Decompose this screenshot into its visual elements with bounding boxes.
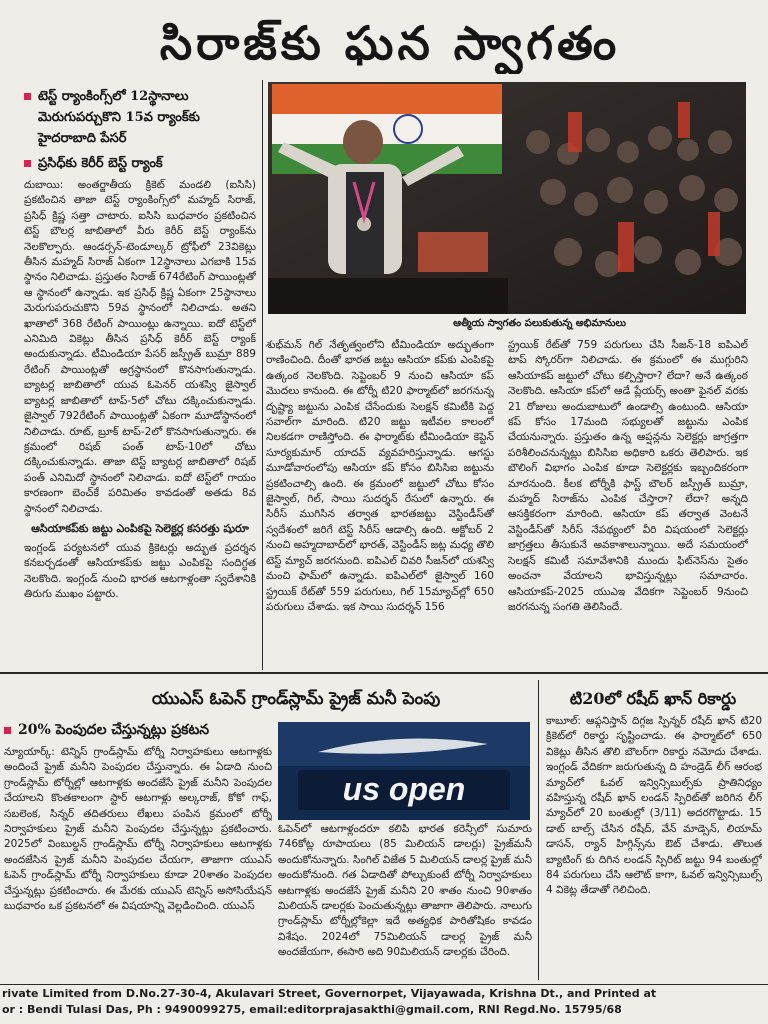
rashid-headline: టి20లో రషీద్ ఖాన్ రికార్డు [569, 689, 737, 708]
article-bullet-1: టెస్ట్ ర్యాంకింగ్స్‌లో 12స్థానాలు మెరుగుపర్చుకొని 15వ ర్యాంక్‌కు హైదరాబాది పేసర్ [24, 86, 256, 149]
column-divider-bottom [538, 680, 539, 980]
us-open-left-article [4, 720, 272, 982]
rashid-article [546, 714, 762, 980]
us-open-logo-text: us open [342, 771, 466, 807]
article-body-2: ఇంగ్లండ్ పర్యటనలో యువ క్రికెటర్లు అద్భుత ప్రదర్శన కనబర్చడంతో ఆసియాకప్‌కు జట్టు ఎంపికపై సందిగ్ధత నెలకొంది. ఇంగ్లండ్ నుంచి భారత ఆటగాళ్లంతా స్వదేశానికి తిరుగు ముఖం పట్టారు. [24, 541, 256, 601]
right-body: స్ట్రయిక్ రేట్‌తో 759 పరుగులు చేసి సీజన్-18 ఐపిఎల్ టాప్ స్కోరర్‌గా నిలిచాడు. ఈ క్రమంలో ఈ ముగ్గురిని ఆసియాకప్ జట్టులో చోటు కల్పిస్తారా? లేదా? అనే ఉత్కంఠ నెలకొంది. ఆసియా కప్‌లో ఆడే ప్లేయర్స్ అంతా ఫైనల్ వరకు 21 రోజులు అందుబాటులో ఉండాల్సి ఉంటుంది. ఆసియా కప్ కోసం 17మంది సభ్యులతో జట్టును ఎంపిక చేయనున్నారు. ప్రస్తుతం ఉన్న ఆప్షన్లను సెలెక్టర్లు జాగ్రత్తగా పరిశీలించనున్నట్లు బిసిసిఐ అధికారి ఒకరు తెలిపారు. ఇక బౌలింగ్ విభాగం ఎంపిక కూడా సెలెక్టర్లకు ఇబ్బందికరంగా మారనుంది. కీలక టోర్నీకి ఫాస్ట్ బౌలర్ జస్ప్రీత్ బుమ్రా, మహ్మద్ సిరాజ్‌ను ఎంపిక చేస్తారా? లేదా? అన్నది ఆసక్తికరంగా మారింది. ఆసియా కప్ తర్వాత వెంటనే వెస్టిండీస్‌తో సిరీస్ నేపథ్యంలో వీరి విషయంలో సెలెక్టర్లు జాగ్రత్తలు తీసుకునే అవకాశాలున్నాయి. అదే సమయంలో సెలక్షన్ కమిటీ సమావేశానికి ముందు ఫిట్‌నెస్‌ను సైతం అంచనా వేయాలని భావిస్తున్నట్లు సమాచారం. ఆసియాకప్-2025 యుఎఇ వేదికగా సెప్టెంబర్ 9నుంచి జరగనున్న సంగతి తెలిసిందే. [508, 339, 748, 613]
us-open-bullet: 20% పెంపుదల చేస్తున్నట్లు ప్రకటన [4, 720, 272, 741]
us-open-body-left: న్యూయార్క్: టెన్నిస్ గ్రాండ్‌స్లామ్ టోర్నీ నిర్వాహకులు ఆటగాళ్లకు అందించే ప్రైజ్ మనీని పెంపుదల చేస్తున్నారు. ఈ ఏడాది నుంచి గ్రాండ్‌స్లామ్ టోర్నీల్లో ఆటగాళ్లకు అందజేసే ప్రైజ్ మనీని పెంపుదల చేయాలని కొంతకాలంగా స్టార్ ఆటగాళ్లు అల్కరాజ్, కోకో గాఫ్, సబలెంక, సిన్నర్ తదితరులు లేఖలు పంపిన క్రమంలో టోర్నీ నిర్వాహకులు ప్రైజ్ మనీని పెంపుదల చేస్తున్నట్లు ప్రకటించారు. 2025లో వింబుల్డన్ గ్రాండ్‌స్లామ్ టోర్నీ నిర్వాహకులు ఆటగాళ్లకు అందజేసిన ప్రైజ్ మనీని పెంపుదల చేయగా, తాజాగా యుఎస్ ఓపెన్ గ్రాండ్‌స్లామ్ టోర్నీ నిర్వాహకులు కూడా 20శాతం పెంపుదల చేస్తున్నట్లు ప్రకటించారు. ఈ మేరకు యుఎస్ టెన్నిస్ అసోసియేషన్ బుధవారం ఒక ప్రకటనలో ఈ విషయాన్ని వెల్లడించింది. యుఎస్ [4, 746, 272, 913]
footer-line-2: or : Bendi Tulasi Das, Ph : 9490099275, email:editorprajasakthi@gmail.com, RNI Regd.No. 15795/68 [2, 1003, 622, 1016]
siraj-welcome-photo [268, 82, 746, 314]
footer-divider [0, 984, 768, 985]
right-column-article [508, 338, 748, 666]
crowd-photo-illustration [268, 82, 746, 314]
column-divider [262, 80, 263, 670]
footer-line-1: rivate Limited from D.No.27-30-4, Akulavari Street, Governorpet, Vijayawada, Krishna Dt., and Printed at [2, 987, 657, 1000]
photo-caption: ఆత్మీయ స్వాగతం పలుకుతున్న అభిమానులు [453, 318, 626, 329]
article-bullet-2: ప్రసిధ్‌కు కెరీర్ బెస్ట్ ర్యాంక్ [24, 153, 256, 174]
middle-column-article [266, 338, 494, 666]
us-open-body-middle: ఓపెన్‌లో ఆటగాళ్లందరూ కలిపి భారత కరెన్సీలో సుమారు 746కోట్ల రూపాయలు (85 మిలియన్ డాలర్లు) ప్రైజ్‌మనీ అందుకోనున్నారు. సింగిల్ విజేత 5 మిలియన్ డాలర్ల ప్రైజ్ మనీ అందుకోనుంది. గత ఏడాదితో పోల్చుకుంటే టోర్నీ నిర్వాహకులు ఆటగాళ్లకు అందజేసే ప్రైజ్ మనీని 20 శాతం నుంచి 90శాతం మిలియన్ డాలర్లకు పెంచుతున్నట్లు తాజాగా తెలిపారు. నాలుగు గ్రాండ్‌స్లామ్ టోర్నీల్లోకెల్లా ఇదే అత్యధిక పారితోషికం కావడం విశేషం. 2024లో 75మిలియన్ డాలర్ల ప్రైజ్ మనీ అందజేయగా, ఈసారి అది 90మిలియన్ డాలర్లకు చేరింది. [278, 823, 532, 959]
rashid-body: కాబూల్: ఆఫ్గనిస్తాన్ దిగ్గజ స్పిన్నర్ రషీద్ ఖాన్ టి20 క్రికెట్‌లో రికార్డు సృష్టించాడు. ఈ ఫార్మాట్‌లో 650 వికెట్లు తీసిన తొలి బౌలర్‌గా రికార్డు నమోదు చేశాడు. ఇంగ్లండ్ వేదికగా జరుగుతున్న ది హండ్రెడ్ లీగ్ ఆరంభ మ్యాచ్‌లో ఓవల్ ఇన్విన్సిబుల్స్‌కు ప్రాతినిధ్యం వహిస్తున్న రషీద్ ఖాన్ లండన్ స్పిరిట్‌తో జరిగిన లీగ్ మ్యాచ్‌లో 20 బంతుల్లో (3/11) అదరగొట్టాడు. 15 డాట్ బాల్స్ చేసిన రషీద్, వేన్ మాడ్సెన్, లియామ్ డాసన్, ర్యాన్ హిగ్గిన్స్‌ను ఔట్ చేశాడు. తొలుత బ్యాటింగ్ కు దిగిన లండన్ స్పిరిట్ జట్టు 94 బంతుల్లో 84 పరుగులు చేసి ఆలౌట్ కాగా, ఓవల్ ఇన్విన్సిబుల్స్ 4 వికెట్ల తేడాతో గెలిచింది. [546, 715, 762, 897]
article-subhead: ఆసియాకప్‌కు జట్టు ఎంపికపై సెలెక్టర్ల కసరత్తు షురూ [31, 521, 249, 535]
left-column-article [24, 86, 256, 670]
imprint-footer [0, 986, 768, 1020]
us-open-logo-image [278, 722, 530, 820]
article-body-1: దుబాయి: అంతర్జాతీయ క్రికెట్ మండలి (ఐసిసి) ప్రకటించిన తాజా టెస్ట్ ర్యాంకింగ్స్‌లో మహ్మద్ సిరాజ్, ప్రసిధ్ క్రిష్ణ సత్తా చాటారు. ఐసిసి బుధవారం ప్రకటించిన టెస్ట్ బౌలర్ల జాబితాలో వీరు కెరీర్ బెస్ట్ ర్యాంక్‌ను నెలకొల్పారు. ఆండర్సన్-టెండూల్కర్ ట్రోఫీలో 23వికెట్లు తీసిన మహ్మద్ సిరాజ్ ఏకంగా 12స్థానాలు ఎగబాకి 15వ స్థానం నిలిచాడు. ప్రస్తుతం సిరాజ్ 674రేటింగ్ పాయింట్లతో ఆ స్థానంలో ఉన్నాడు. ఇక ప్రసిధ్ క్రిష్ణ ఏకంగా 25స్థానాలు మెరుగుపరుచుకొని 59వ స్థానంలో నిలిచాడు. అతని ఖాతాలో 368 రేటింగ్ పాయింట్లు ఉన్నాయి. ఐదో టెస్ట్‌లో ఎనిమిది వికెట్లు తీసిన ప్రసిధ్ కెరీర్ బెస్ట్ ర్యాంక్ అందుకున్నాడు. టీమిండియా పేసర్ జస్ప్రీత్ బుమ్రా 889 రేటింగ్ పాయింట్లతో అగ్రస్థానంలో కొనసాగుతున్నాడు. బ్యాటర్ల జాబితాలో యువ ఓపెనర్ యశస్వి జైస్వాల్ బ్యాటర్ల జాబితాలో టాప్-5లో చోటు దక్కించుకున్నాడు. జైస్వాల్ 792రేటింగ్ పాయింట్లతో ఏకంగా మూడోస్థానంలో నిలిచాడు. రూట్, బ్రూక్ టాప్-2లో కొనసాగుతున్నారు. ఈ క్రమంలో రిషబ్ పంత్ టాప్-10లో చోటు దక్కించుకున్నాడు. తాజా టెస్ట్ బ్యాటర్ల జాబితాలో రిషబ్ పంత్ ఎనిమిదో స్థానంలో నిలిచాడు. ఐదో టెస్ట్‌లో గాయం కారణంగా బెంచ్‌కే పరిమితం కావడంతో అతడు 8వ స్థానంలో నిలిచాడు. [24, 179, 256, 515]
middle-body: శుభ్‌మన్ గిల్ నేతృత్వంలోని టీమిండియా అద్భుతంగా రాణించింది. దీంతో భారత జట్టు ఆసియా కప్‌కు ఎంపికపై ఉత్కంఠ నెలకొంది. సెప్టెంబర్ 9 నుంచి ఆసియా కప్ మొదలు కానుంది. ఈ టోర్నీ టి20 ఫార్మాట్‌లో జరగనున్న దృష్ట్యా జట్టును ఎంపిక చేసేందుకు సెలక్షన్ కమిటీకి పెద్ద సవాల్‌గా మారింది. టి20 జట్టు ఇటీవల కాలంలో నిలకడగా రాణిస్తోంది. ఈ ఫార్మాట్‌కు టీమిండియా కెప్టెన్ సూర్యకుమార్ యాదవ్ వ్యవహరిస్తున్నాడు. ఆగస్టు మూడోవారంలోపు ఆసియా కప్ కోసం బిసిసిఐ జట్టును ప్రకటించాల్సి ఉంది. ఈ క్రమంలో జట్టులో చోటు కోసం జైస్వాల్, గిల్, సాయి సుదర్శన్ రేసులో ఉన్నారు. ఈ సిరీస్ ముగిసిన తర్వాత భారతజట్టు వెస్టిండీస్‌తో స్వదేశంలో జరిగే టెస్ట్ సిరీస్ ఆడాల్సి ఉంది. అక్టోబర్ 2 నుంచి అహ్మదాబాద్‌లో భారత్, వెస్టిండీస్ జట్ల మధ్య తొలి టెస్ట్ మ్యాచ్ జరగనుంది. ఐపిఎల్ చివరి సీజన్‌లో యశస్వి మంచి ఫామ్‌లో ఉన్నాడు. ఐపిఎల్‌లో జైస్వాల్ 160 స్ట్రయిక్ రేట్‌తో 559 పరుగులు, గిల్ 15మ్యాచ్‌ల్లో 650 పరుగులు చేశాడు. ఇక సాయి సుదర్శన్ 156 [266, 339, 494, 613]
us-open-headline: యుఎస్ ఓపెన్ గ్రాండ్‌స్లామ్ ప్రైజ్ మనీ పెంపు [151, 689, 441, 709]
main-headline: సిరాజ్‌కు ఘన స్వాగతం [159, 16, 621, 70]
us-open-middle-article [278, 822, 532, 982]
section-divider [0, 672, 768, 674]
